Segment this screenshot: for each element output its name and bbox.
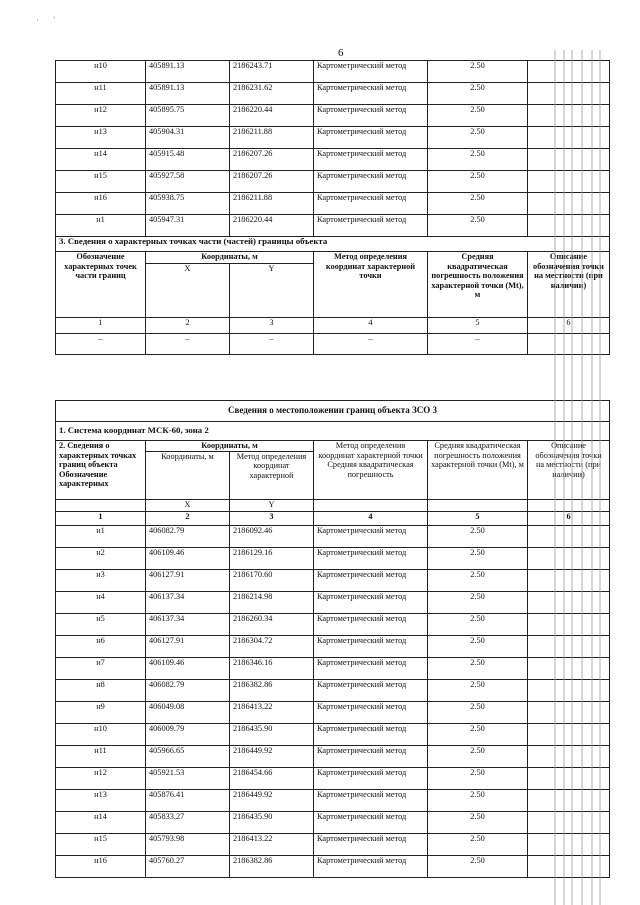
header-designation: 2. Сведения о характерных точках границ объекта Обозначение характерных xyxy=(56,441,146,500)
corner-marks: · ' xyxy=(36,15,61,25)
zso3-boundary-table xyxy=(55,400,610,878)
method: Картометрический метод xyxy=(314,149,428,171)
table-row xyxy=(56,812,610,834)
table-row xyxy=(56,680,610,702)
method: Картометрический метод xyxy=(314,105,428,127)
section-3-title: 3. Сведения о характерных точках части (частей) границы объекта xyxy=(56,237,610,252)
accuracy: 2.50 xyxy=(428,614,528,636)
coord-x: 405891.13 xyxy=(146,83,230,105)
method: Картометрический метод xyxy=(314,83,428,105)
table-row xyxy=(56,724,610,746)
col-num-3: 3 xyxy=(230,318,314,334)
description xyxy=(528,171,610,193)
coord-y: 2186220.44 xyxy=(230,215,314,237)
col-num-2: 2 xyxy=(146,512,230,526)
dash-cell: – xyxy=(428,334,528,355)
description xyxy=(528,215,610,237)
accuracy: 2.50 xyxy=(428,592,528,614)
col-num-4: 4 xyxy=(314,318,428,334)
point-name: н12 xyxy=(56,768,146,790)
coord-x: 405833.27 xyxy=(146,812,230,834)
description xyxy=(528,548,610,570)
point-name: н1 xyxy=(56,215,146,237)
accuracy: 2.50 xyxy=(428,856,528,878)
coord-y: 2186435.90 xyxy=(230,724,314,746)
header-description: Описание обозначения точки на местности (при наличии) xyxy=(528,252,610,318)
description xyxy=(528,61,610,83)
accuracy: 2.50 xyxy=(428,61,528,83)
coord-x: 405927.58 xyxy=(146,171,230,193)
coord-y: 2186260.34 xyxy=(230,614,314,636)
method: Картометрический метод xyxy=(314,171,428,193)
point-name: н16 xyxy=(56,856,146,878)
dash-cell: – xyxy=(146,334,230,355)
coord-y: 2186435.90 xyxy=(230,812,314,834)
col-num-5: 5 xyxy=(428,512,528,526)
coord-y: 2186129.16 xyxy=(230,548,314,570)
point-name: н15 xyxy=(56,834,146,856)
coord-y: 2186304.72 xyxy=(230,636,314,658)
description xyxy=(528,193,610,215)
point-name: н14 xyxy=(56,149,146,171)
table-row xyxy=(56,105,610,127)
method: Картометрический метод xyxy=(314,636,428,658)
method: Картометрический метод xyxy=(314,127,428,149)
coord-x: 406009.79 xyxy=(146,724,230,746)
blank-cell xyxy=(314,500,428,512)
accuracy: 2.50 xyxy=(428,526,528,548)
dash-cell: – xyxy=(314,334,428,355)
description xyxy=(528,768,610,790)
col-num-5: 5 xyxy=(428,318,528,334)
blank-cell xyxy=(528,500,610,512)
col-num-2: 2 xyxy=(146,318,230,334)
point-name: н12 xyxy=(56,105,146,127)
coord-y: 2186449.92 xyxy=(230,790,314,812)
coord-x: 406082.79 xyxy=(146,680,230,702)
coord-y: 2186092.46 xyxy=(230,526,314,548)
table-row xyxy=(56,570,610,592)
method: Картометрический метод xyxy=(314,812,428,834)
zso3-title: Сведения о местоположении границ объекта ЗСО 3 xyxy=(56,401,610,422)
accuracy: 2.50 xyxy=(428,658,528,680)
accuracy: 2.50 xyxy=(428,215,528,237)
point-name: н2 xyxy=(56,548,146,570)
accuracy: 2.50 xyxy=(428,702,528,724)
col-num-1: 1 xyxy=(56,318,146,334)
point-name: н13 xyxy=(56,790,146,812)
method: Картометрический метод xyxy=(314,526,428,548)
col-num-6: 6 xyxy=(528,318,610,334)
header-accuracy: Средняя квадратическая погрешность положения характерной точки (Mt), м xyxy=(428,252,528,318)
method: Картометрический метод xyxy=(314,61,428,83)
point-name: н3 xyxy=(56,570,146,592)
accuracy: 2.50 xyxy=(428,548,528,570)
coord-y: 2186454.66 xyxy=(230,768,314,790)
description xyxy=(528,834,610,856)
table-row xyxy=(56,171,610,193)
description xyxy=(528,570,610,592)
description xyxy=(528,83,610,105)
coord-y: 2186220.44 xyxy=(230,105,314,127)
table-row xyxy=(56,658,610,680)
coord-y: 2186382.86 xyxy=(230,856,314,878)
table-row xyxy=(56,83,610,105)
description xyxy=(528,812,610,834)
method: Картометрический метод xyxy=(314,680,428,702)
point-name: н4 xyxy=(56,592,146,614)
method: Картометрический метод xyxy=(314,592,428,614)
col-num-1: 1 xyxy=(56,512,146,526)
method: Картометрический метод xyxy=(314,193,428,215)
header-y: Y xyxy=(230,264,314,318)
coord-y: 2186207.26 xyxy=(230,171,314,193)
method: Картометрический метод xyxy=(314,790,428,812)
coord-y: 2186170.60 xyxy=(230,570,314,592)
description xyxy=(528,680,610,702)
method: Картометрический метод xyxy=(314,856,428,878)
method: Картометрический метод xyxy=(314,746,428,768)
header-x: X xyxy=(146,500,230,512)
header-x: X xyxy=(146,264,230,318)
point-name: н7 xyxy=(56,658,146,680)
header-coordinates: Координаты, м xyxy=(146,252,314,264)
coord-y: 2186413.22 xyxy=(230,702,314,724)
description xyxy=(528,105,610,127)
coord-y: 2186211.88 xyxy=(230,127,314,149)
point-name: н15 xyxy=(56,171,146,193)
method: Картометрический метод xyxy=(314,658,428,680)
coord-x: 406109.46 xyxy=(146,548,230,570)
coord-y: 2186413.22 xyxy=(230,834,314,856)
table-row xyxy=(56,746,610,768)
blank-cell xyxy=(56,500,146,512)
method: Картометрический метод xyxy=(314,724,428,746)
accuracy: 2.50 xyxy=(428,105,528,127)
coord-x: 406137.34 xyxy=(146,614,230,636)
coord-x: 406127.91 xyxy=(146,636,230,658)
accuracy: 2.50 xyxy=(428,171,528,193)
description xyxy=(528,127,610,149)
description xyxy=(528,790,610,812)
table-row xyxy=(56,768,610,790)
accuracy: 2.50 xyxy=(428,724,528,746)
col-num-4: 4 xyxy=(314,512,428,526)
description xyxy=(528,746,610,768)
header-designation: Обозначение характерных точек части границ xyxy=(56,252,146,318)
accuracy: 2.50 xyxy=(428,812,528,834)
description xyxy=(528,856,610,878)
coord-y: 2186346.16 xyxy=(230,658,314,680)
page-number: 6 xyxy=(338,47,344,59)
table-row xyxy=(56,636,610,658)
table-row xyxy=(56,548,610,570)
table-row xyxy=(56,614,610,636)
header-y: Y xyxy=(230,500,314,512)
table-row xyxy=(56,702,610,724)
accuracy: 2.50 xyxy=(428,636,528,658)
accuracy: 2.50 xyxy=(428,149,528,171)
header-coords-sub: Координаты, м xyxy=(146,451,230,500)
coord-y: 2186207.26 xyxy=(230,149,314,171)
coord-x: 405895.75 xyxy=(146,105,230,127)
table-row xyxy=(56,856,610,878)
accuracy: 2.50 xyxy=(428,834,528,856)
coord-y: 2186382.86 xyxy=(230,680,314,702)
point-name: н6 xyxy=(56,636,146,658)
boundary-points-table-continued xyxy=(55,60,610,355)
header-method: Метод определения координат характерной точки Средняя квадратическая погрешность xyxy=(314,441,428,500)
description xyxy=(528,724,610,746)
description xyxy=(528,702,610,724)
point-name: н5 xyxy=(56,614,146,636)
table-row xyxy=(56,61,610,83)
point-name: н11 xyxy=(56,746,146,768)
coord-x: 405904.31 xyxy=(146,127,230,149)
coord-y: 2186211.88 xyxy=(230,193,314,215)
header-description: Описание обозначения точки на местности (при наличии) xyxy=(528,441,610,500)
method: Картометрический метод xyxy=(314,834,428,856)
coord-x: 405760.27 xyxy=(146,856,230,878)
dash-cell xyxy=(528,334,610,355)
col-num-6: 6 xyxy=(528,512,610,526)
coord-y: 2186214.98 xyxy=(230,592,314,614)
col-num-3: 3 xyxy=(230,512,314,526)
method: Картометрический метод xyxy=(314,215,428,237)
table-row xyxy=(56,149,610,171)
accuracy: 2.50 xyxy=(428,790,528,812)
table-row xyxy=(56,215,610,237)
table-row xyxy=(56,790,610,812)
coord-x: 406127.91 xyxy=(146,570,230,592)
point-name: н14 xyxy=(56,812,146,834)
accuracy: 2.50 xyxy=(428,83,528,105)
description xyxy=(528,658,610,680)
blank-cell xyxy=(428,500,528,512)
coord-y: 2186449.92 xyxy=(230,746,314,768)
table-row xyxy=(56,526,610,548)
header-method-sub: Метод определения координат характерной xyxy=(230,451,314,500)
point-name: н13 xyxy=(56,127,146,149)
coord-x: 405966.65 xyxy=(146,746,230,768)
table-row xyxy=(56,127,610,149)
dash-cell: – xyxy=(56,334,146,355)
description xyxy=(528,592,610,614)
method: Картометрический метод xyxy=(314,614,428,636)
coord-x: 406109.46 xyxy=(146,658,230,680)
coord-x: 406049.08 xyxy=(146,702,230,724)
accuracy: 2.50 xyxy=(428,193,528,215)
point-name: н8 xyxy=(56,680,146,702)
table-row xyxy=(56,592,610,614)
coord-x: 405921.53 xyxy=(146,768,230,790)
coord-x: 406082.79 xyxy=(146,526,230,548)
header-method: Метод определения координат характерной точки xyxy=(314,252,428,318)
accuracy: 2.50 xyxy=(428,127,528,149)
description xyxy=(528,636,610,658)
coord-x: 405938.75 xyxy=(146,193,230,215)
coord-x: 405891.13 xyxy=(146,61,230,83)
header-coordinates: Координаты, м xyxy=(146,441,314,452)
method: Картометрический метод xyxy=(314,548,428,570)
coord-x: 406137.34 xyxy=(146,592,230,614)
coord-y: 2186231.62 xyxy=(230,83,314,105)
dash-cell: – xyxy=(230,334,314,355)
coord-y: 2186243.71 xyxy=(230,61,314,83)
accuracy: 2.50 xyxy=(428,680,528,702)
method: Картометрический метод xyxy=(314,768,428,790)
point-name: н9 xyxy=(56,702,146,724)
table-row xyxy=(56,834,610,856)
table-row xyxy=(56,193,610,215)
method: Картометрический метод xyxy=(314,570,428,592)
point-name: н10 xyxy=(56,61,146,83)
point-name: н10 xyxy=(56,724,146,746)
point-name: н1 xyxy=(56,526,146,548)
point-name: н16 xyxy=(56,193,146,215)
coord-x: 405947.31 xyxy=(146,215,230,237)
point-name: н11 xyxy=(56,83,146,105)
header-accuracy: Средняя квадратическая погрешность положения характерной точки (Mt), м xyxy=(428,441,528,500)
coord-x: 405915.48 xyxy=(146,149,230,171)
description xyxy=(528,526,610,548)
method: Картометрический метод xyxy=(314,702,428,724)
accuracy: 2.50 xyxy=(428,570,528,592)
description xyxy=(528,149,610,171)
coordinate-system: 1. Система координат МСК-60, зона 2 xyxy=(56,422,610,441)
description xyxy=(528,614,610,636)
accuracy: 2.50 xyxy=(428,746,528,768)
accuracy: 2.50 xyxy=(428,768,528,790)
coord-x: 405876.41 xyxy=(146,790,230,812)
coord-x: 405793.98 xyxy=(146,834,230,856)
